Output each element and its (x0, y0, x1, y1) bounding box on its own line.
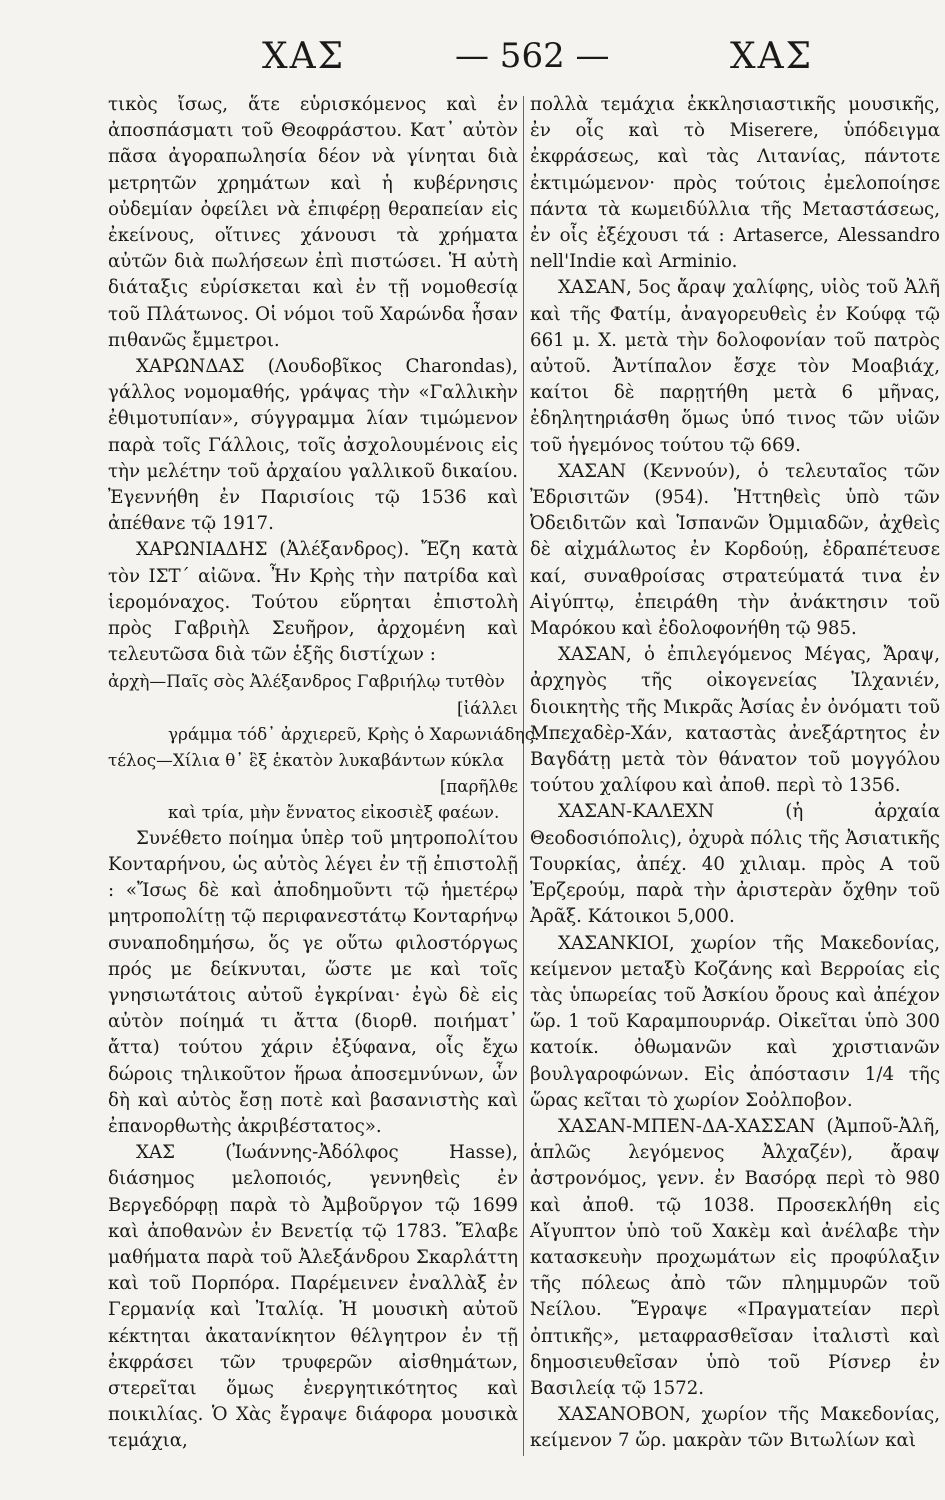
headword-left: ΧΑΣ (262, 36, 346, 77)
entry-hasse-cont: πολλὰ τεμάχια ἐκκλησιαστικῆς μουσικῆς, ἐν οἷς καὶ τὸ Miserere, ὑπόδειγμα ἐκφράσεως, καὶ τὰς Λιτανίας, πάντοτε ἐκτιμώμενον· πρὸς τούτοις ἐμελοποίησε πάντα τὰ κωμειδύλλια τῆς Μεταστάσεως, ἐν οἷς ἐξέχουσι τά : Artaserce, Alessandro nell'Indie καὶ Arminio. (530, 94, 940, 273)
left-column (108, 92, 540, 1455)
verse-begin-cont: [ἰάλλει (456, 697, 518, 718)
verse-end-cont: [παρῆλθε (439, 776, 518, 797)
entry-poem-paragraph: Συνέθετο ποίημα ὑπὲρ τοῦ μητροπολίτου Κονταρήνου, ὡς αὐτὸς λέγει ἐν τῇ ἐπιστολῇ : «Ἴσως δὲ καὶ ἀποδημοῦντι τῷ ἡμετέρῳ μητροπολίτῃ τῷ περιφανεστάτῳ Κονταρήνῳ συναποδημήσω, ὅς γε οὕτω φιλοστόργως πρός με δείκνυται, ὥστε με καὶ τοῖς γνησιωτάτοις αὐτοῦ ἐγκρίναι· ἐγὼ δὲ εἰς αὐτὸν ποίημά τι ἄττα (διορθ. ποιήματ᾽ ἄττα) τούτου χάριν ἐξύφανα, οἷς ἔχω δώροις τηλικοῦτον ἥρωα ἀποσεμνύνων, ὧν δὴ καὶ αὐτὸς ἔσῃ ποτὲ καὶ βασανιστὴς καὶ ἐπανορθωτὴς ἀκριβέστατος». (108, 827, 518, 1137)
entry-hasan-megas: ΧΑΣΑΝ, ὁ ἐπιλεγόμενος Μέγας, Ἄραψ, ἀρχηγὸς τῆς οἰκογενείας Ἰλχανιέν, διοικητὴς τῆς Μικρᾶς Ἀσίας ἐν ὀνόματι τοῦ Μπεχαδὲρ-Χάν, καταστὰς ἀνεξάρτητος ἐν Βαγδάτῃ μετὰ τὸν θάνατον τοῦ μογγόλου τούτου χαλίφου καὶ ἀποθ. περὶ τὸ 1356. (530, 644, 940, 797)
right-column (530, 92, 940, 1455)
entry-paragraph: τικὸς ἴσως, ἅτε εὑρισκόμενος καὶ ἐν ἀποσπάσματι τοῦ Θεοφράστου. Κατ᾽ αὐτὸν πᾶσα ἀγοραπωλησία δέον νὰ γίνηται διὰ μετρητῶν χρημάτων καὶ ἡ κυβέρνησις οὐδεμίαν ὀφείλει νὰ ἐπιφέρῃ θεραπείαν εἰς ἐκείνους, οἵτινες χάνουσι τὰ χρήματα αὐτῶν διὰ πωλήσεων ἐπὶ πιστώσει. Ἡ αὐτὴ διάταξις εὑρίσκεται καὶ ἐν τῇ νομοθεσίᾳ τοῦ Πλάτωνος. Οἱ νόμοι τοῦ Χαρώνδα ἦσαν πιθανῶς ἔμμετροι. (108, 94, 518, 351)
entry-hasan-kennoun: ΧΑΣΑΝ (Κεννούν), ὁ τελευταῖος τῶν Ἐδρισιτῶν (954). Ἡττηθεὶς ὑπὸ τῶν Ὀδειδιτῶν καὶ Ἱσπανῶν Ὀμμιαδῶν, ἀχθεὶς δὲ αἰχμάλωτος ἐν Κορδούῃ, ἐδραπέτευσε καί, συναθροίσας στρατεύματά τινα ἐν Αἰγύπτῳ, ἐπειράθη τὴν ἀνάκτησιν τοῦ Μαρόκου καὶ ἐδολοφονήθη τῷ 985. (530, 460, 940, 640)
entry-charondas: ΧΑΡΩΝΔΑΣ (Λουδοβῖκος Charondas), γάλλος νομομαθής, γράψας τὴν «Γαλλικὴν ἐθιμοτυπίαν», σύγγραμμα λίαν τιμώμενον παρὰ τοῖς Γάλλοις, τοῖς ἀσχολουμένοις εἰς τὴν μελέτην τοῦ ἀρχαίου γαλλικοῦ δικαίου. Ἐγεννήθη ἐν Παρισίοις τῷ 1536 καὶ ἀπέθανε τῷ 1917. (108, 356, 518, 535)
entry-hasse: ΧΑΣ (Ἰωάννης-Ἀδόλφος Hasse), διάσημος μελοποιός, γεννηθεὶς ἐν Βεργεδόρφῃ παρὰ τὸ Ἀμβοῦργον τῷ 1699 καὶ ἀποθανὼν ἐν Βενετίᾳ τῷ 1783. Ἔλαβε μαθήματα παρὰ τοῦ Ἀλεξάνδρου Σκαρλάττη καὶ τοῦ Πορπόρα. Παρέμεινεν ἐναλλὰξ ἐν Γερμανίᾳ καὶ Ἰταλίᾳ. Ἡ μουσικὴ αὐτοῦ κέκτηται ἀκατανίκητον θέλγητρον ἐν τῇ ἐκφράσει τῶν τρυφερῶν αἰσθημάτων, στερεῖται ὅμως ἐνεργητικότητος καὶ ποικιλίας. Ὁ Χὰς ἔγραψε διάφορα μουσικὰ τεμάχια, (108, 1142, 518, 1452)
page-number: — 562 — (455, 36, 610, 76)
entry-hasankioi: ΧΑΣΑΝΚΙΟΙ, χωρίον τῆς Μακεδονίας, κείμενον μεταξὺ Κοζάνης καὶ Βερροίας εἰς τὰς ὑπωρείας τοῦ Ἀσκίου ὄρους καὶ ἀπέχον ὥρ. 1 τοῦ Καραμπουρνάρ. Οἰκεῖται ὑπὸ 300 κατοίκ. ὀθωμανῶν καὶ χριστιανῶν βουλγαροφώνων. Εἰς ἀπόστασιν 1/4 τῆς ὥρας κεῖται τὸ χωρίον Σοὀλποβον. (530, 932, 940, 1111)
entry-hasanovon: ΧΑΣΑΝΟΒΟΝ, χωρίον τῆς Μακεδονίας, κείμενον 7 ὥρ. μακρὰν τῶν Βιτωλίων καὶ (530, 1404, 940, 1452)
verse-begin-line: ἀρχὴ—Παῖς σὸς Ἀλέξανδρος Γαβριήλῳ τυτθὸν (108, 671, 505, 692)
verse-end-line: τέλος—Χίλια θ᾽ ἓξ ἑκατὸν λυκαβάντων κύκλα (108, 750, 505, 771)
headword-right: ΧΑΣ (730, 36, 814, 77)
entry-hasan-caliph: ΧΑΣΑΝ, 5ος ἄραψ χαλίφης, υἱὸς τοῦ Ἀλῆ καὶ τῆς Φατίμ, ἀναγορευθεὶς ἐν Κούφᾳ τῷ 661 μ. Χ. μετὰ τὴν δολοφονίαν τοῦ πατρὸς αὐτοῦ. Ἀντίπαλον ἔσχε τὸν Μοαβιάχ, καίτοι δὲ παρῃτήθη μετὰ 6 μῆνας, ἐδηλητηριάσθη ὅμως ὑπό τινος τῶν υἱῶν τοῦ ἡγεμόνος τούτου τῷ 669. (530, 277, 940, 456)
column-divider (523, 96, 524, 1456)
entry-hasan-ben: ΧΑΣΑΝ-ΜΠΕΝ-ΔΑ-ΧΑΣΣΑΝ (Ἀμποῦ-Ἀλῆ, ἁπλῶς λεγόμενος Ἀλχαζέν), ἄραψ ἀστρονόμος, γενν. ἐν Βασόρᾳ περὶ τὸ 980 καὶ ἀποθ. τῷ 1038. Προσεκλήθη εἰς Αἴγυπτον ὑπὸ τοῦ Χακὲμ καὶ ἀνέλαβε τὴν κατασκευὴν προχωμάτων εἰς προφύλαξιν τῆς πόλεως ἀπὸ τῶν πλημμυρῶν τοῦ Νείλου. Ἔγραψε «Πραγματείαν περὶ ὀπτικῆς», μεταφρασθεῖσαν ἰταλιστὶ καὶ δημοσιευθεῖσαν ὑπὸ τοῦ Ρίσνερ ἐν Βασιλείᾳ τῷ 1572. (530, 1115, 940, 1399)
entry-hasan-kalechn: ΧΑΣΑΝ-ΚΑΛΕΧΝ (ἡ ἀρχαία Θεοδοσιόπολις), ὀχυρὰ πόλις τῆς Ἀσιατικῆς Τουρκίας, ἀπέχ. 40 χιλιαμ. πρὸς Α τοῦ Ἐρζερούμ, παρὰ τὴν ἀριστερὰν ὄχθην τοῦ Ἀρᾶξ. Κάτοικοι 5,000. (530, 801, 940, 928)
entry-charoniadis: ΧΑΡΩΝΙΑΔΗΣ (Ἀλέξανδρος). Ἔζη κατὰ τὸν ΙΣΤ´ αἰῶνα. Ἦν Κρὴς τὴν πατρίδα καὶ ἱερομόναχος. Τούτου εὕρηται ἐπιστολὴ πρὸς Γαβριὴλ Σευῆρον, ἀρχομένη καὶ τελευτῶσα διὰ τῶν ἑξῆς διστίχων : (108, 539, 518, 666)
verse-begin-line2: γράμμα τόδ᾽ ἀρχιερεῦ, Κρὴς ὁ Χαρωνιάδης. (168, 723, 540, 744)
verse-end-line2: καὶ τρία, μὴν ἔννατος εἰκοσιὲξ φαέων. (168, 802, 500, 823)
running-header (0, 36, 945, 86)
